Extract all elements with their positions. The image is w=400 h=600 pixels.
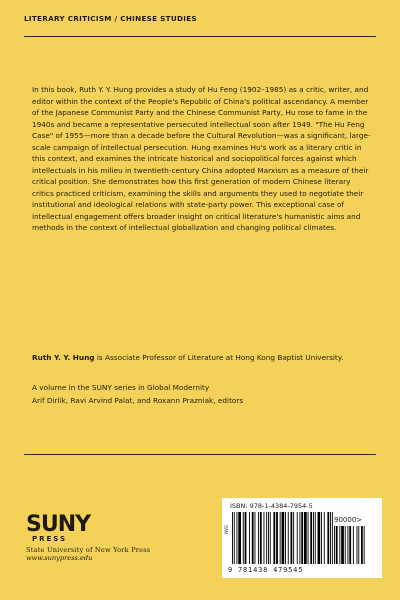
barcode-bar [334, 526, 335, 564]
barcode-bar [255, 512, 256, 564]
barcode-bar [330, 512, 331, 564]
barcode-bar [252, 512, 254, 564]
barcode-bar [315, 512, 316, 564]
barcode-bar [273, 512, 275, 564]
suny-logo-text: SUNY [26, 512, 91, 537]
barcode-panel [222, 498, 382, 578]
barcode-bar [301, 512, 303, 564]
barcode-bar [249, 512, 250, 564]
barcode-bar [264, 512, 265, 564]
barcode-number: 9 781438 479545 [228, 566, 304, 574]
barcode-bar [358, 526, 359, 564]
publisher-url: www.sunypress.edu [26, 554, 93, 562]
barcode-bar [291, 512, 293, 564]
publisher-name: State University of New York Press [26, 546, 151, 554]
barcode-bar [266, 512, 267, 564]
category-label: LITERARY CRITICISM / CHINESE STUDIES [24, 14, 197, 23]
author-name: Ruth Y. Y. Hung [32, 353, 95, 362]
barcode-bar [232, 512, 233, 564]
barcode-bar [324, 512, 325, 564]
barcode-bar [336, 526, 338, 564]
barcode-bar [361, 526, 363, 564]
price-code: 90000> [334, 516, 363, 524]
barcode-bar [293, 512, 294, 564]
barcode-bar [345, 526, 346, 564]
top-divider [24, 36, 376, 37]
barcode-bar [313, 512, 314, 564]
barcode-bar [243, 512, 244, 564]
barcode-bar [364, 526, 365, 564]
series-info [32, 381, 372, 407]
barcode-bar [234, 512, 235, 564]
author-bio-text: is Associate Professor of Literature at Hong Kong Baptist University. [94, 353, 344, 362]
author-bio [32, 352, 372, 364]
barcode-bar [308, 512, 309, 564]
barcode-bar [245, 512, 247, 564]
barcode-bar [318, 512, 321, 564]
barcode-bar [353, 526, 354, 564]
barcode-bar [300, 512, 301, 564]
barcode-bar [341, 526, 344, 564]
barcode-bar [357, 526, 358, 564]
barcode-bar [288, 512, 289, 564]
barcode-bar [327, 512, 329, 564]
barcode-bar [280, 512, 281, 564]
barcode-bar [332, 512, 333, 564]
barcode-bar [285, 512, 286, 564]
barcode-bar [349, 526, 351, 564]
book-description: In this book, Ruth Y. Y. Hung provides a study of Hu Feng (1902–1985) as a critic, writer, and editor within the context of the People's Republic of China's political ascendancy. A member of the Japanese Communist Party and the Chinese Communist Party, Hu rose to fame in the 1940s and became a representative persecuted intellectual soon after 1949. "The Hu Feng Case" of 1955—more than a decade before the Cultural Revolution—was a significant, large-scale campaign of intellectual persecution. Hung examines Hu's work as a literary critic in this context, and examines the intricate historical and sociopolitical forces against which intellectuals in his milieu in twentieth-century China adopted Marxism as a measure of their critical position. She demonstrates how this first generation of modern Chinese literary critics practiced criticism, examining the skills and arguments they used to negotiate their institutional and ideological relations with state-party power. This exceptional case of intellectual engagement offers broader insight on critical literature's humanistic aims and methods in the context of intellectual globalization and changing political climates. [32, 85, 371, 232]
series-editors: Arif Dirlik, Ravi Arvind Palat, and Roxann Prazniak, editors [32, 396, 244, 405]
barcode-bar [270, 512, 271, 564]
barcode-bar [238, 512, 241, 564]
barcode-bar [276, 512, 278, 564]
barcode-bar [258, 512, 259, 564]
bottom-divider [24, 454, 376, 455]
isbn-label: ISBN: 978-1-4384-7954-5 [230, 502, 313, 510]
barcode-bar [237, 512, 238, 564]
barcode-bar [310, 512, 312, 564]
barcode-bar [339, 526, 340, 564]
barcode-bar [304, 512, 307, 564]
barcode-bar [321, 512, 322, 564]
series-title: A volume in the SUNY series in Global Modernity [32, 383, 210, 392]
barcode-bar [297, 512, 298, 564]
publisher-logo [26, 512, 151, 562]
barcode-bar [282, 512, 285, 564]
press-logo-text: PRESS [32, 535, 68, 543]
barcode-bar [268, 512, 269, 564]
barcode-bar [348, 526, 349, 564]
barcode-side-text: NVG [224, 525, 229, 534]
barcode-bar [260, 512, 262, 564]
